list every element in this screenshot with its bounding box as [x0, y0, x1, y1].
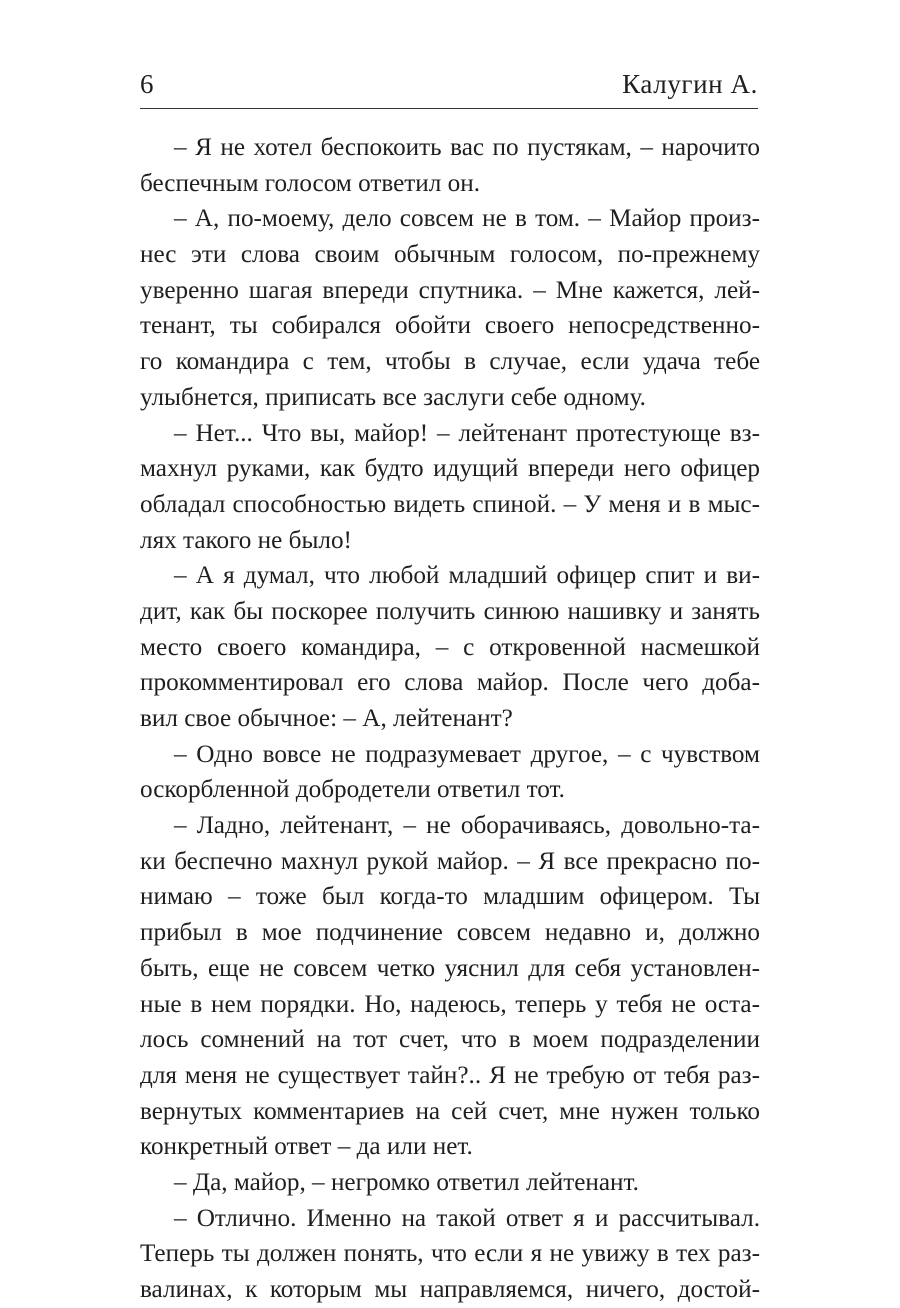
- text-line: лось сомнений на тот счет, что в моем подразделении: [140, 1026, 760, 1054]
- text-line: лях такого не было!: [140, 526, 352, 554]
- text-line: нес эти слова своим обычным голосом, по-прежнему: [140, 241, 760, 269]
- text-line: валинах, к которым мы направляемся, ничего, достой-: [140, 1276, 760, 1303]
- text-line: вил свое обычное: – А, лейтенант?: [140, 705, 513, 732]
- running-head: [140, 64, 758, 104]
- running-head-author: Калугин А.: [622, 69, 758, 99]
- text-line: ки беспечно махнул рукой майор. – Я все прекрасно по-: [140, 847, 760, 875]
- text-line: вернутых комментариев на сей счет, мне нужен только: [140, 1097, 760, 1125]
- text-line: быть, еще не совсем четко уяснил для себя установлен-: [140, 954, 760, 982]
- text-line: го командира с тем, чтобы в случае, если удача тебе: [140, 348, 760, 376]
- text-line: улыбнется, приписать все заслуги себе одному.: [140, 383, 646, 411]
- header-rule: [140, 108, 758, 109]
- text-line: нимаю – тоже был когда-то младшим офицером. Ты: [140, 883, 760, 911]
- text-line: для меня не существует тайн?.. Я не требую от тебя раз-: [140, 1061, 760, 1089]
- text-line: место своего командира, – с откровенной насмешкой: [140, 633, 760, 661]
- text-line: махнул руками, как будто идущий впереди него офицер: [140, 455, 760, 483]
- text-line: – Да, майор, – негромко ответил лейтенант.: [174, 1168, 639, 1196]
- text-line: обладал способностью видеть спиной. – У меня и в мыс-: [140, 490, 760, 518]
- text-line: Теперь ты должен понять, что если я не увижу в тех раз-: [140, 1240, 760, 1268]
- text-line: – Я не хотел беспокоить вас по пустякам, – нарочито: [174, 134, 760, 161]
- text-line: оскорбленной добродетели ответил тот.: [140, 776, 565, 804]
- text-line: – А я думал, что любой младший офицер спит и ви-: [174, 562, 760, 590]
- text-line: ные в нем порядки. Но, надеюсь, теперь у тебя не оста-: [140, 990, 760, 1018]
- text-line: – А, по-моему, дело совсем не в том. – Майор произ-: [174, 205, 760, 233]
- text-line: – Нет... Что вы, майор! – лейтенант протестующе вз-: [174, 419, 760, 447]
- text-line: – Ладно, лейтенант, – не оборачиваясь, довольно-та-: [174, 812, 760, 840]
- text-body: [140, 130, 760, 1308]
- text-line: уверенно шагая впереди спутника. – Мне кажется, лей-: [140, 276, 760, 304]
- text-line: прокомментировал его слова майор. После чего доба-: [140, 669, 760, 697]
- text-line: конкретный ответ – да или нет.: [140, 1133, 473, 1161]
- text-line: беспечным голосом ответил он.: [140, 169, 481, 197]
- text-line: тенант, ты собирался обойти своего непосредственно-: [140, 312, 760, 340]
- text-line: – Отлично. Именно на такой ответ я и рассчитывал.: [174, 1204, 760, 1232]
- text-line: дит, как бы поскорее получить синюю нашивку и занять: [140, 597, 760, 625]
- page-number: 6: [140, 69, 154, 99]
- text-line: – Одно вовсе не подразумевает другое, – с чувством: [174, 740, 760, 768]
- text-line: прибыл в мое подчинение совсем недавно и, должно: [140, 919, 760, 947]
